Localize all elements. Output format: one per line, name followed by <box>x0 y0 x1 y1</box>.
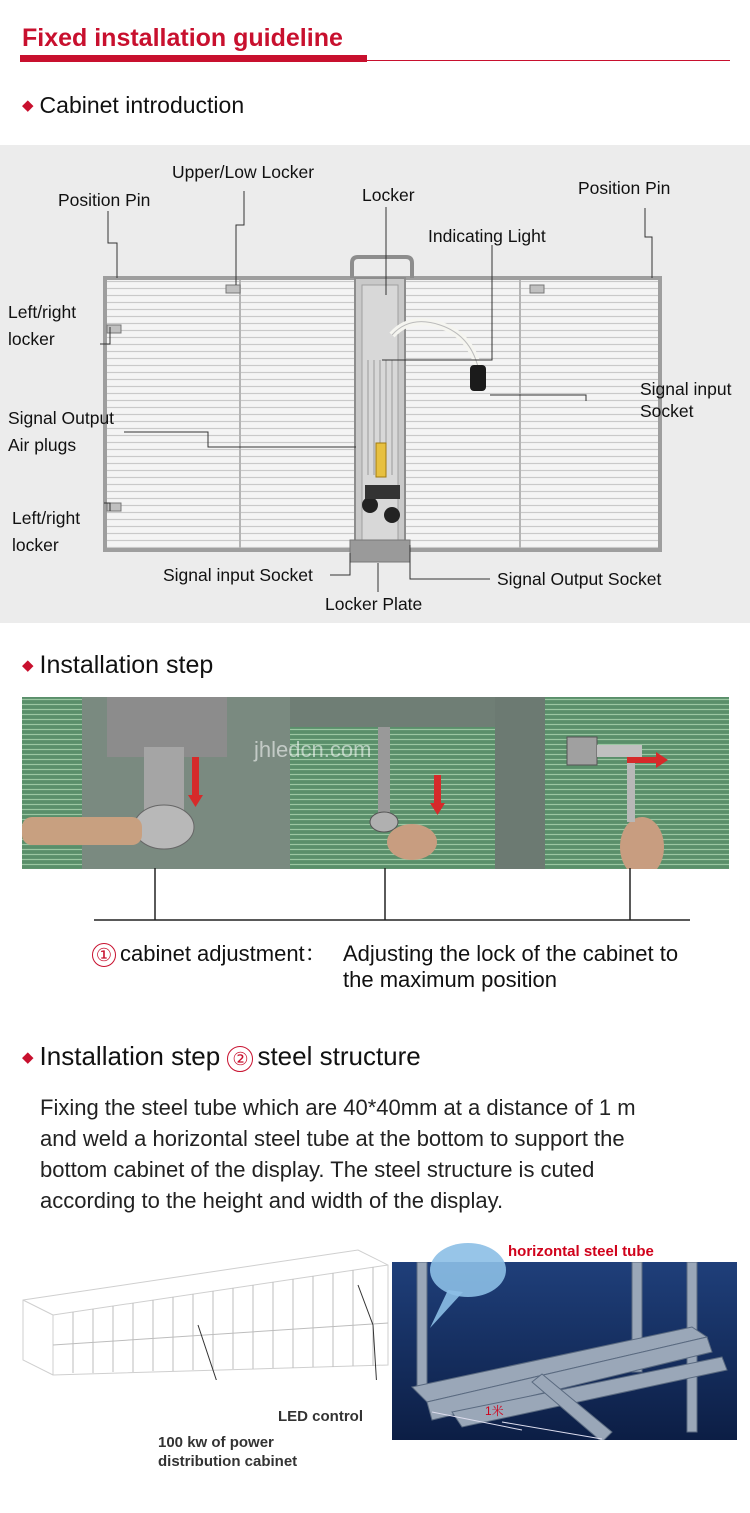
step1-number: ① <box>92 943 116 967</box>
label-signal-output-air-plugs: Signal Output Air plugs <box>8 408 115 455</box>
label-locker: Locker <box>362 185 415 205</box>
label-signal-input-socket-bottom: Signal input Socket <box>163 565 313 585</box>
step2-number: ② <box>227 1046 253 1072</box>
step1-description: Adjusting the lock of the cabinet to the maximum position <box>343 941 679 992</box>
page-title: Fixed installation guideline <box>22 24 343 52</box>
label-led-control: LED control <box>278 1408 363 1425</box>
steel-structure-heading: ◆ Installation step ② steel structure <box>22 1041 421 1071</box>
step1-caption <box>92 941 327 967</box>
cabinet-illustration <box>0 145 750 623</box>
label-position-pin-right: Position Pin <box>578 178 671 198</box>
diamond-bullet-icon: ◆ <box>22 97 34 114</box>
label-upper-low-locker: Upper/Low Locker <box>172 162 315 182</box>
installation-photo-strip <box>22 697 729 869</box>
label-signal-output-socket: Signal Output Socket <box>497 569 662 589</box>
label-distance: 1米 <box>485 1404 504 1418</box>
cabinet-diagram <box>0 145 750 623</box>
label-position-pin-left: Position Pin <box>58 190 151 210</box>
steel-frame-sketch <box>18 1245 390 1380</box>
title-accent-bar <box>20 55 367 62</box>
label-left-right-locker-bottom: Left/right locker <box>12 508 81 555</box>
label-left-right-locker-top: Left/right locker <box>8 302 77 349</box>
installation-step-heading: ◆ Installation step <box>22 651 214 679</box>
diamond-bullet-icon: ◆ <box>22 1049 34 1066</box>
label-locker-plate: Locker Plate <box>325 594 423 614</box>
cabinet-intro-heading: ◆ Cabinet introduction <box>22 92 245 118</box>
label-indicating-light: Indicating Light <box>428 226 546 246</box>
steel-structure-paragraph: Fixing the steel tube which are 40*40mm at a distance of 1 m and weld a horizontal steel tube at the bottom to support the bottom cabinet of the display. The steel structure is cuted according to the height and width of the display. <box>40 1095 636 1213</box>
watermark: jhledcn.com <box>254 737 372 762</box>
step1-title: cabinet adjustment： <box>120 941 327 966</box>
step1-connector-lines <box>0 868 750 928</box>
installation-photos <box>22 697 729 869</box>
label-horizontal-steel-tube: horizontal steel tube <box>508 1243 654 1260</box>
label-signal-input-socket-right: Signal input Socket <box>640 379 732 421</box>
label-power-cabinet: 100 kw of power distribution cabinet <box>158 1434 298 1470</box>
diamond-bullet-icon: ◆ <box>22 657 34 674</box>
